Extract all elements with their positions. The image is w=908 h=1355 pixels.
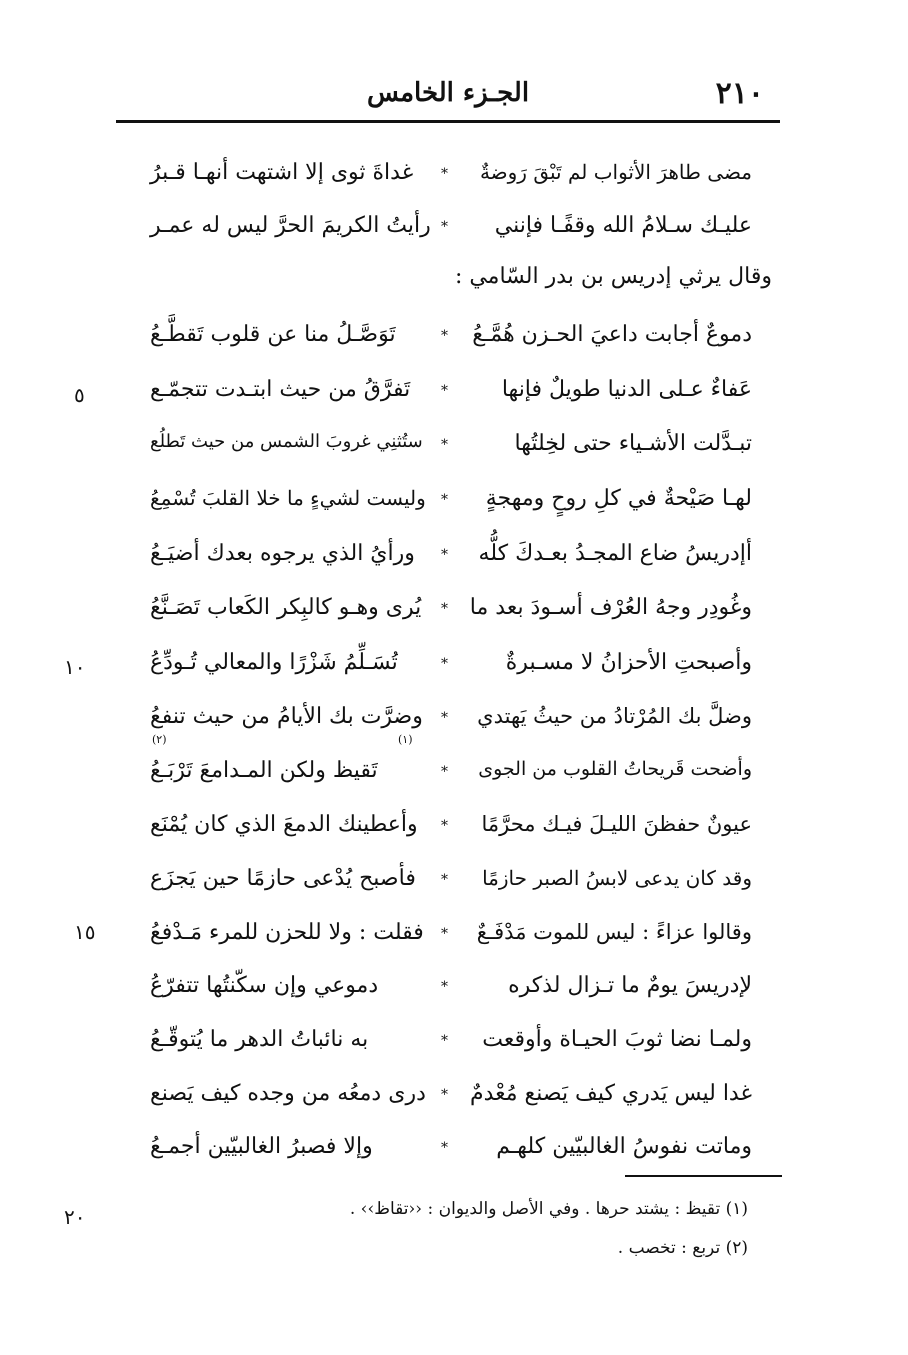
verse-line bbox=[150, 1134, 752, 1174]
second-hemistich: وإلا فصبرُ الغالبيّين أجمـعُ bbox=[150, 1134, 373, 1159]
first-hemistich: وغُودِر وجهُ العُرْف أسـودَ بعد ما bbox=[469, 595, 752, 620]
verse-separator: * bbox=[441, 710, 448, 726]
verse-separator: * bbox=[441, 656, 448, 672]
second-hemistich: يُرى وهـو كالبِكر الكَعاب تَصَـنَّعُ bbox=[150, 595, 422, 620]
verse-line bbox=[150, 377, 752, 417]
second-hemistich: وضرَّت بك الأيامُ من حيث تنفعُ bbox=[150, 704, 423, 729]
footnote-1: (١) تقيظ : يشتد حرها . وفي الأصل والديوان : ‹‹تقاظ›› . bbox=[349, 1199, 748, 1219]
verse-separator: * bbox=[441, 1087, 448, 1103]
verse-separator: * bbox=[441, 979, 448, 995]
verse-line bbox=[150, 920, 752, 960]
verse-separator: * bbox=[441, 764, 448, 780]
second-hemistich: تَفرَّقُ من حيث ابتـدت تتجمّـع bbox=[150, 377, 411, 402]
second-hemistich: فأصبح يُدْعى حازمًا حين يَجزَع bbox=[150, 866, 416, 891]
second-hemistich: غداةَ ثوى إلا اشتهت أنهـا قـبرُ bbox=[150, 160, 414, 185]
first-hemistich: وأضحت قَريحاتُ القلوب من الجوى bbox=[478, 758, 752, 780]
verse-separator: * bbox=[441, 166, 448, 182]
margin-line-mark: ٢٠ bbox=[64, 1205, 86, 1229]
first-hemistich: لإدريسَ يومٌ ما تـزال لذكره bbox=[508, 973, 752, 998]
verse-separator: * bbox=[441, 1033, 448, 1049]
margin-line-mark: ١٠ bbox=[64, 655, 86, 679]
first-hemistich: عليـك سـلامُ الله وقفًـا فإنني bbox=[494, 213, 752, 238]
verse-separator: * bbox=[441, 1140, 448, 1156]
verse-separator: * bbox=[441, 601, 448, 617]
first-hemistich: وضلَّ بك المُرْتادُ من حيثُ يَهتدي bbox=[477, 704, 752, 728]
first-hemistich: دموعٌ أجابت داعيَ الحـزن هُمَّـعُ bbox=[472, 322, 752, 347]
second-hemistich: به نائباتُ الدهر ما يُتوقّـعُ bbox=[150, 1027, 369, 1052]
second-hemistich: ستُثنِي غروبَ الشمس من حيث تَطلُع bbox=[150, 431, 423, 452]
verse-line bbox=[150, 1081, 752, 1121]
verse-line bbox=[150, 758, 752, 798]
first-hemistich: وماتت نفوسُ الغالبيّين كلهـم bbox=[496, 1134, 752, 1159]
first-hemistich: وقالوا عزاءً : ليس للموت مَدْفَـعٌ bbox=[476, 920, 752, 944]
verse-line bbox=[150, 866, 752, 906]
first-hemistich: غدا ليس يَدري كيف يَصنع مُعْدمٌ bbox=[469, 1081, 752, 1106]
verse-line bbox=[150, 595, 752, 635]
note-reference-2: (٢) bbox=[152, 733, 167, 746]
first-hemistich: مضى طاهرَ الأثواب لم تَبْقَ رَوضةٌ bbox=[479, 160, 752, 184]
verse-separator: * bbox=[441, 818, 448, 834]
second-hemistich: درى دمعُه من وجده كيف يَصنع bbox=[150, 1081, 426, 1106]
first-hemistich: وقد كان يدعى لابسُ الصبر حازمًا bbox=[482, 866, 752, 890]
page-header bbox=[118, 74, 778, 114]
verse-line bbox=[150, 541, 752, 581]
first-hemistich: وأصبحتِ الأحزانُ لا مسـبرةٌ bbox=[505, 650, 752, 675]
verse-line bbox=[150, 486, 752, 526]
second-hemistich: وليست لشيءٍ ما خلا القلبَ تُسْمِعُ bbox=[150, 486, 426, 510]
verse-line bbox=[150, 650, 752, 690]
verse-separator: * bbox=[441, 219, 448, 235]
verse-line bbox=[150, 1027, 752, 1067]
first-hemistich: عَفاءٌ عـلى الدنيا طويلٌ فإنها bbox=[501, 377, 752, 402]
header-rule bbox=[116, 120, 780, 123]
running-title: الجـزء الخامس bbox=[366, 78, 530, 108]
margin-line-mark: ٥ bbox=[74, 383, 85, 407]
second-hemistich: فقلت : ولا للحزن للمرء مَـدْفعُ bbox=[150, 920, 424, 945]
first-hemistich: لهـا صَيْحةٌ في كلِ روحٍ ومهجةٍ bbox=[485, 486, 752, 511]
first-hemistich: تبـدَّلت الأشـياء حتى لخِلتُها bbox=[514, 431, 752, 456]
first-hemistich: عيونٌ حفظنَ الليـلَ فيـك محرَّمًا bbox=[481, 812, 752, 836]
verse-separator: * bbox=[441, 328, 448, 344]
page-number: ٢١٠ bbox=[715, 76, 764, 111]
verse-line bbox=[150, 973, 752, 1013]
note-reference-1: (١) bbox=[398, 733, 413, 746]
verse-line bbox=[150, 431, 752, 471]
verse-line bbox=[150, 213, 752, 253]
verse-separator: * bbox=[441, 926, 448, 942]
verse-line bbox=[150, 812, 752, 852]
poem-introduction: وقال يرثي إدريس بن بدر السّامي : bbox=[454, 264, 772, 289]
footnote-2: (٢) تربع : تخصب . bbox=[617, 1238, 748, 1258]
second-hemistich: رأيتُ الكريمَ الحرَّ ليس له عمـر bbox=[150, 213, 431, 238]
verse-separator: * bbox=[441, 547, 448, 563]
second-hemistich: تَقيظ ولكن المـدامعَ تَرْبَـعُ bbox=[150, 758, 378, 783]
second-hemistich: ورأيُ الذي يرجوه بعدك أضيَـعُ bbox=[150, 541, 415, 566]
second-hemistich: تَوَصَّـلُ منا عن قلوب تَقطَّـعُ bbox=[150, 322, 396, 347]
verse-separator: * bbox=[441, 492, 448, 508]
first-hemistich: أإدريسُ ضاع المجـدُ بعـدكَ كلُّه bbox=[478, 541, 752, 566]
verse-line bbox=[150, 322, 752, 362]
second-hemistich: وأعطينك الدمعَ الذي كان يُمْنَع bbox=[150, 812, 418, 837]
first-hemistich: ولمـا نضا ثوبَ الحيـاة وأوقعت bbox=[482, 1027, 752, 1052]
verse-separator: * bbox=[441, 383, 448, 399]
verse-separator: * bbox=[441, 437, 448, 453]
footnote-rule bbox=[625, 1175, 782, 1177]
verse-separator: * bbox=[441, 872, 448, 888]
second-hemistich: تُسَـلِّمُ شَزْرًا والمعالي تُـودِّعُ bbox=[150, 650, 398, 675]
verse-line bbox=[150, 704, 752, 744]
second-hemistich: دموعي وإن سكّنتُها تتفرّعُ bbox=[150, 973, 379, 998]
margin-line-mark: ١٥ bbox=[74, 920, 96, 944]
verse-line bbox=[150, 160, 752, 200]
